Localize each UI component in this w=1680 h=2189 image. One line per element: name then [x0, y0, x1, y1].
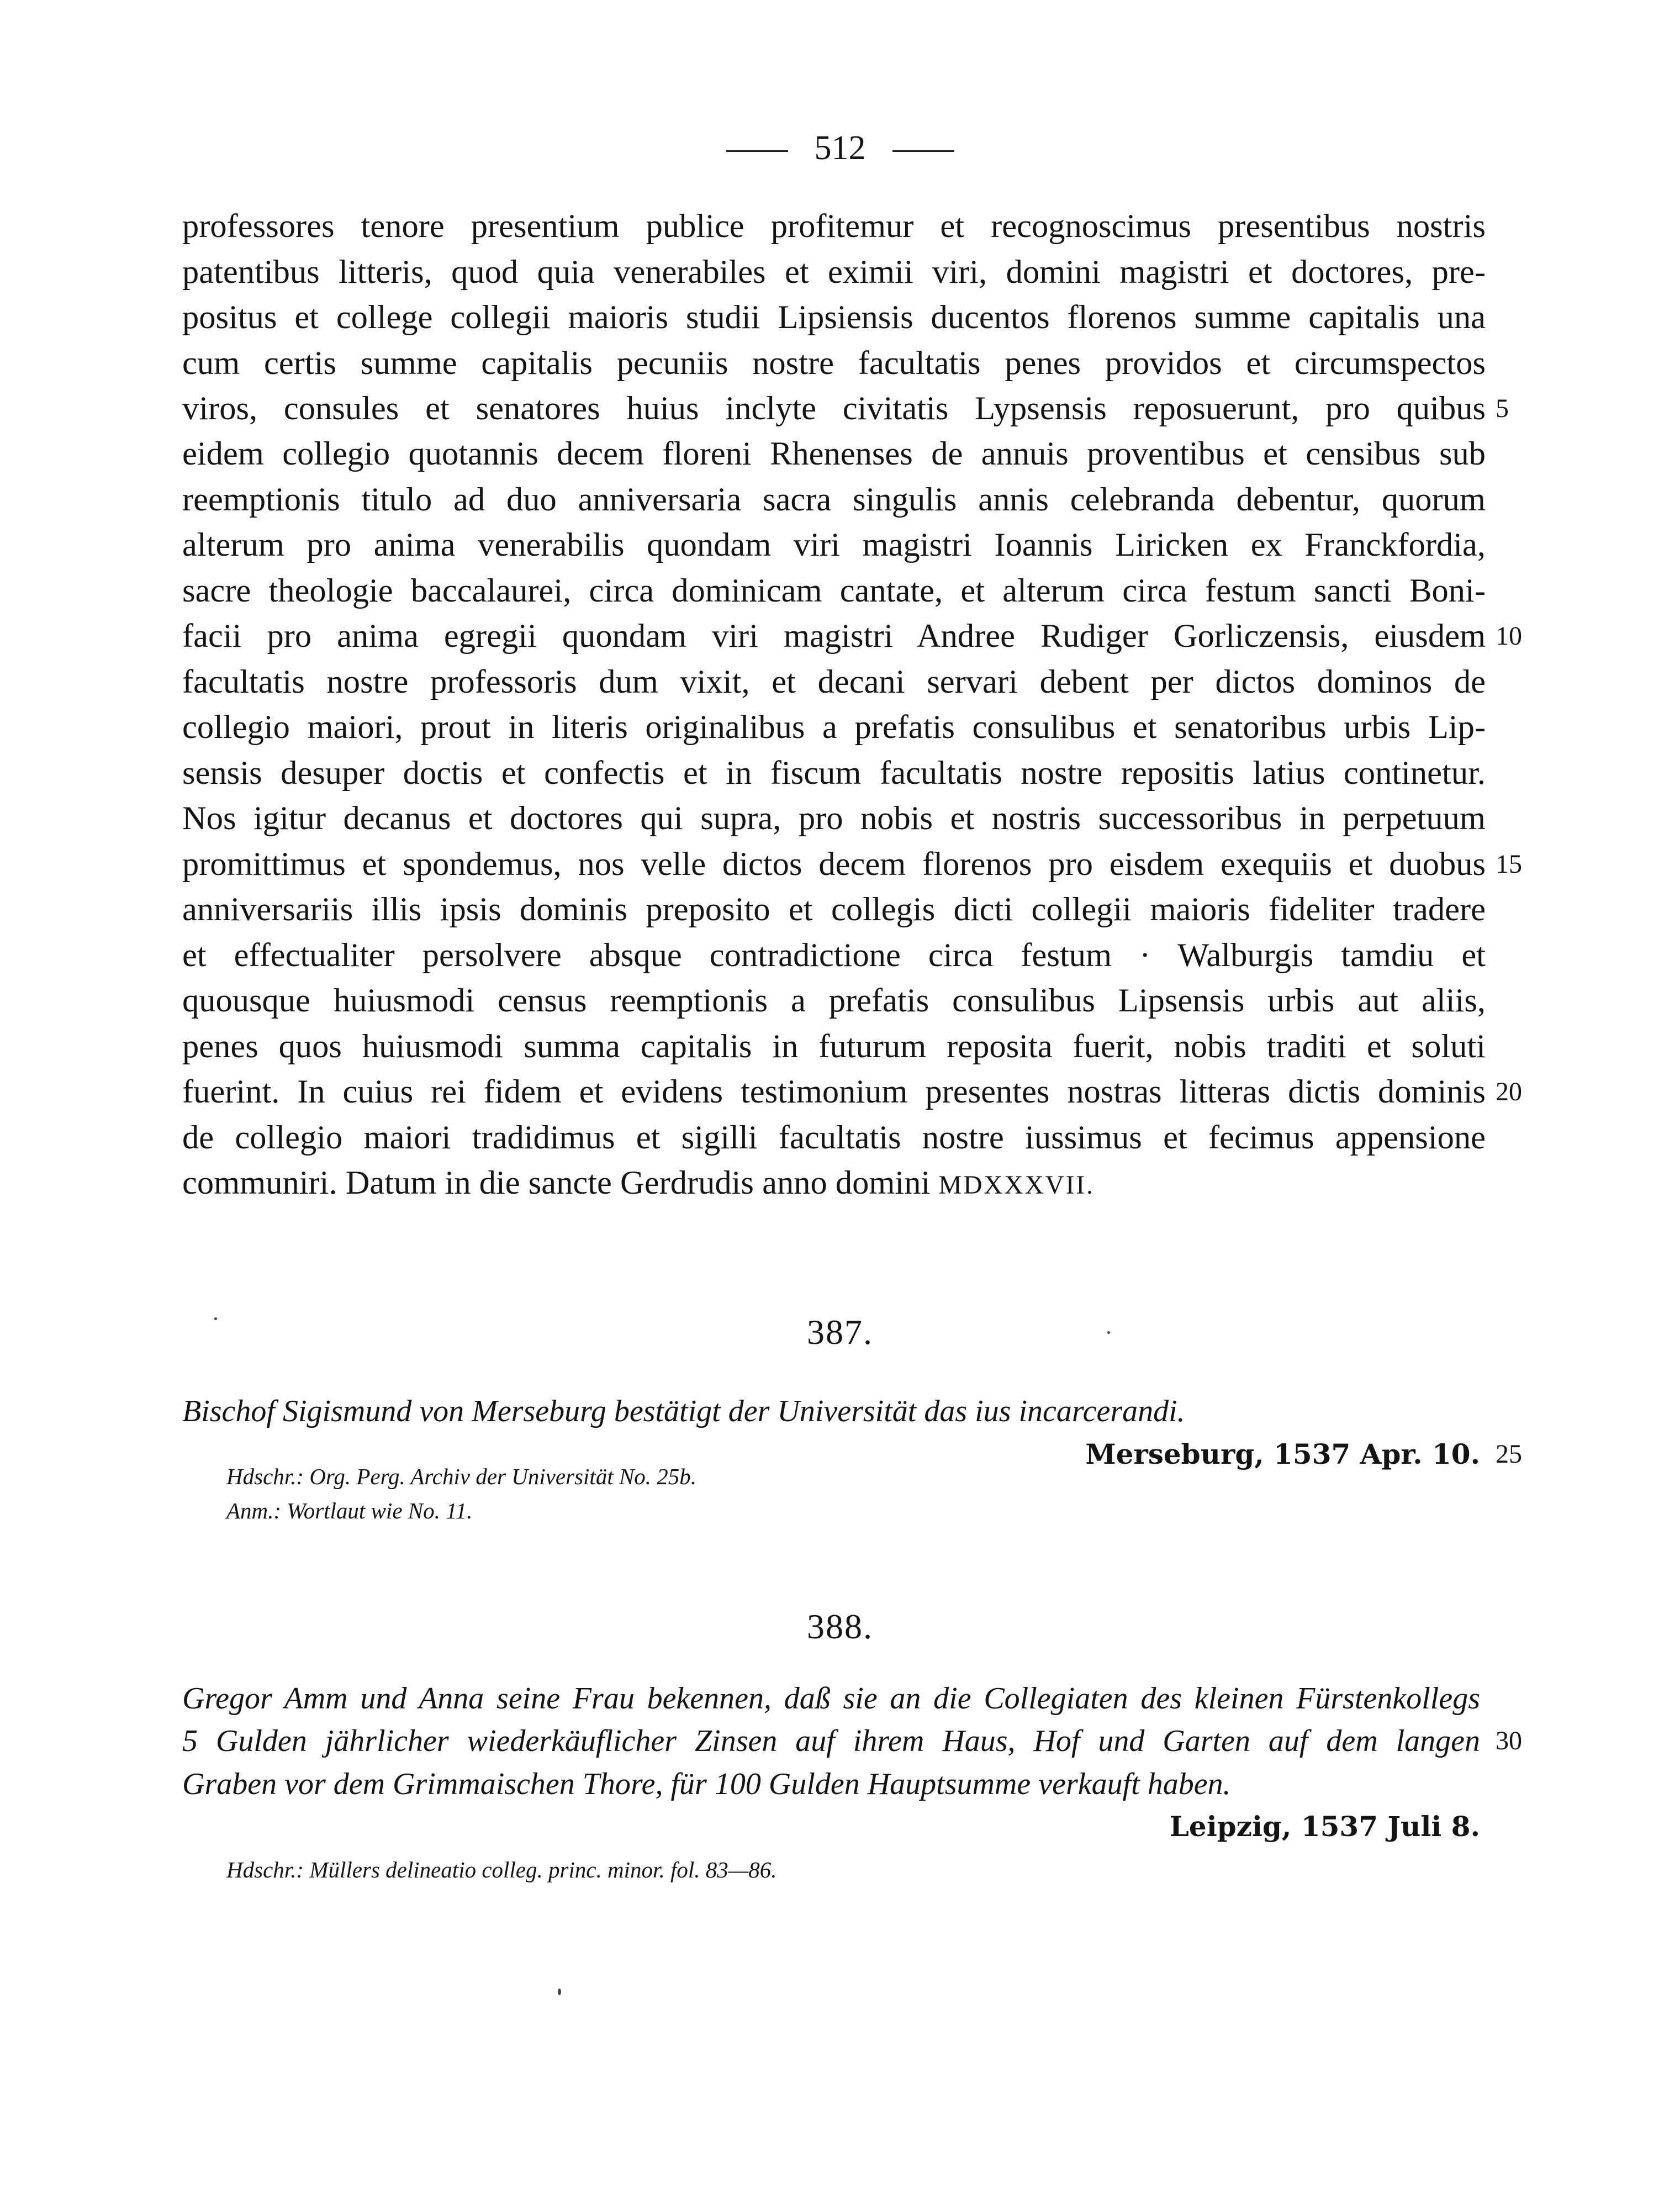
document-number-387: 387.: [807, 1312, 873, 1352]
text-line: professores tenore presentium publice profitemur et recognoscimus presentibus nostris: [182, 208, 1486, 245]
text-line: positus et college collegii maioris studii Lipsiensis ducentos florenos summe capitalis una: [182, 299, 1486, 336]
document-388-summary-line: Gregor Amm und Anna seine Frau bekennen, daß sie an die Collegiaten des kleinen Fürstenkollegs: [182, 1681, 1480, 1716]
line-number: 15: [1496, 850, 1522, 879]
text-line: promittimus et spondemus, nos velle dictos decem florenos pro eisdem exequiis et duobus: [182, 846, 1486, 883]
document-number-388: 388.: [807, 1607, 873, 1646]
text-line: collegio maiori, prout in literis originalibus a prefatis consulibus et senatoribus urbis Lip-: [182, 709, 1486, 746]
scan-speck: [558, 1988, 561, 1995]
header-rule-left: [726, 150, 788, 152]
document-388-note: Hdschr.: Müllers delineatio colleg. princ. minor. fol. 83—86.: [226, 1857, 777, 1882]
line-number: 10: [1496, 621, 1522, 651]
document-388-summary-line: 5 Gulden jährlicher wiederkäuflicher Zinsen auf ihrem Haus, Hof und Garten auf dem langen: [182, 1724, 1480, 1758]
line-number: 30: [1496, 1726, 1522, 1755]
text-line: patentibus litteris, quod quia venerabiles et eximii viri, domini magistri et doctores, pre-: [182, 254, 1486, 291]
text-line: et effectualiter persolvere absque contradictione circa festum · Walburgis tamdiu et: [182, 937, 1486, 974]
text-line: alterum pro anima venerabilis quondam viri magistri Ioannis Liricken ex Franckfordia,: [182, 526, 1486, 563]
page-number: 512: [814, 129, 866, 167]
text-line: fuerint. In cuius rei fidem et evidens testimonium presentes nostras litteras dictis dominis: [182, 1073, 1486, 1110]
document-387-place-date: Merseburg, 1537 Apr. 10.: [1085, 1438, 1480, 1470]
text-line: penes quos huiusmodi summa capitalis in futurum reposita fuerit, nobis traditi et soluti: [182, 1028, 1486, 1065]
document-388-place-date: Leipzig, 1537 Juli 8.: [1169, 1810, 1480, 1843]
line-number: 20: [1496, 1077, 1522, 1106]
text-line: quousque huiusmodi census reemptionis a prefatis consulibus Lipsensis urbis aut aliis,: [182, 982, 1486, 1019]
text-line: facii pro anima egregii quondam viri magistri Andree Rudiger Gorliczensis, eiusdem: [182, 618, 1486, 655]
document-387-note: Hdschr.: Org. Perg. Archiv der Universität No. 25b.: [226, 1464, 697, 1489]
text-line: eidem collegio quotannis decem floreni Rhenenses de annuis proventibus et censibus sub: [182, 435, 1486, 472]
text-line: cum certis summe capitalis pecuniis nostre facultatis penes providos et circumspectos: [182, 345, 1486, 382]
scan-speck: [214, 1317, 217, 1320]
text-line: anniversariis illis ipsis dominis preposito et collegis dicti collegii maioris fideliter tradere: [182, 891, 1486, 928]
scan-speck: [1107, 1331, 1110, 1334]
text-line: facultatis nostre professoris dum vixit, et decani servari debent per dictos dominos de: [182, 663, 1486, 700]
line-number: 25: [1496, 1439, 1522, 1469]
text-line: sacre theologie baccalaurei, circa dominicam cantate, et alterum circa festum sancti Boni-: [182, 572, 1486, 609]
text-line: sensis desuper doctis et confectis et in fiscum facultatis nostre repositis latius continetur.: [182, 755, 1486, 792]
document-387-note: Anm.: Wortlaut wie No. 11.: [226, 1498, 473, 1523]
header-rule-right: [892, 150, 954, 152]
text-line: Nos igitur decanus et doctores qui supra, pro nobis et nostris successoribus in perpetuum: [182, 800, 1486, 837]
text-line: communiri. Datum in die sancte Gerdrudis anno domini: [182, 1164, 931, 1201]
text-line: de collegio maiori tradidimus et sigilli facultatis nostre iussimus et fecimus appensione: [182, 1119, 1486, 1156]
line-number: 5: [1496, 394, 1509, 423]
text-line: viros, consules et senatores huius inclyte civitatis Lypsensis reposuerunt, pro quibus: [182, 390, 1486, 427]
date-numeral: MDXXXVII.: [938, 1171, 1095, 1200]
page-number-header: [0, 126, 1680, 170]
document-388-summary-line: Graben vor dem Grimmaischen Thore, für 100 Gulden Hauptsumme verkauft haben.: [182, 1767, 1231, 1801]
text-line: reemptionis titulo ad duo anniversaria sacra singulis annis celebranda debentur, quorum: [182, 481, 1486, 518]
document-387-summary: Bischof Sigismund von Merseburg bestätigt der Universität das ius incarcerandi.: [182, 1394, 1185, 1428]
text-line-last: [182, 1161, 1486, 1207]
